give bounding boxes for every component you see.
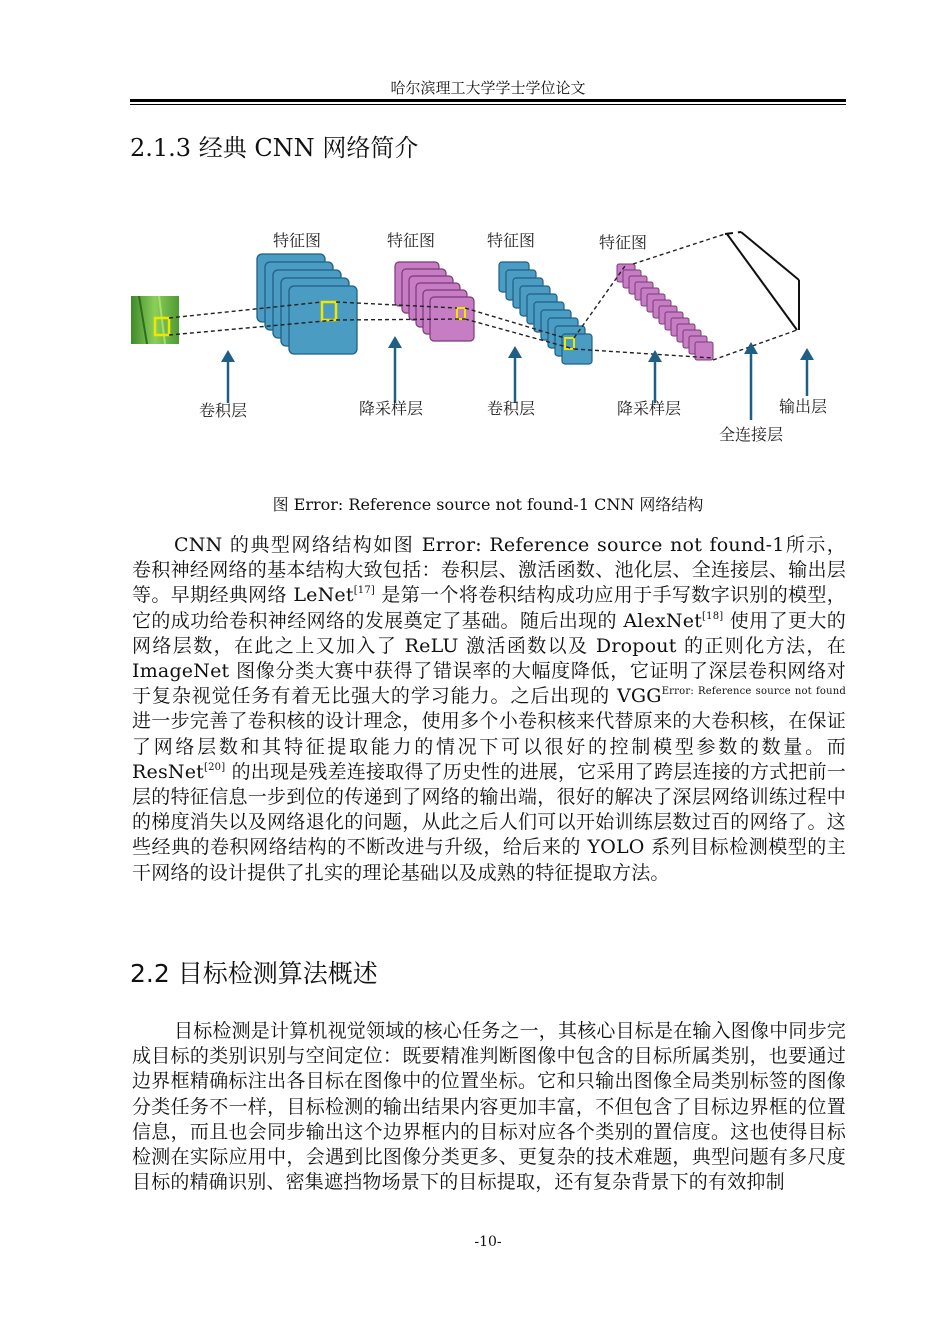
cnn-architecture-diagram (125, 220, 845, 460)
paragraph-cnn-history (132, 533, 846, 886)
feature-maps-conv2 (499, 262, 592, 364)
para1-text-3: 使用了更大的网络层数，在此之上又加入了 ReLU 激活函数以及 Dropout 的正则化方法，在 ImageNet 图像分类大赛中获得了错误率的大幅度降低，它证明了深层卷积网络对于复杂视觉任务有着无比强大的学习能力。之后出现的 VGG (132, 609, 846, 708)
label-feature-map-4: 特征图 (599, 233, 648, 252)
section-2-2-heading: 2.2 目标检测算法概述 (130, 959, 378, 988)
section-2-1-3-heading: 2.1.3 经典 CNN 网络简介 (130, 134, 419, 162)
label-conv-1: 卷积层 (199, 401, 248, 420)
header-rule-thick (130, 99, 846, 102)
para2-text: 目标检测是计算机视觉领域的核心任务之一，其核心目标是在输入图像中同步完成目标的类别识别与空间定位：既要精准判断图像中包含的目标所属类别，也要通过边界框精确标注出各目标在图像中的位置坐标。它和只输出图像全局类别标签的图像分类任务不一样，目标检测的输出结果内容更加丰富，不但包含了目标边界框的位置信息，而且也会同步输出这个边界框内的目标对应各个类别的置信度。这也使得目标检测在实际应用中，会遇到比图像分类更多、更复杂的技术难题，典型问题有多尺度目标的精确识别、密集遮挡物场景下的目标提取，还有复杂背景下的有效抑制 (132, 1020, 847, 1194)
feature-maps-pool1 (395, 262, 474, 341)
label-output: 输出层 (779, 397, 828, 416)
label-feature-map-3: 特征图 (487, 231, 536, 250)
cnn-architecture-figure (125, 220, 845, 460)
citation-17: [17] (353, 585, 376, 597)
label-conv-2: 卷积层 (487, 399, 536, 418)
citation-18: [18] (702, 610, 724, 622)
paragraph-object-detection (132, 1019, 846, 1195)
para1-text-4: 进一步完善了卷积核的设计理念，使用多个小卷积核来代替原来的大卷积核，在保证了网络层数和其特征提取能力的情况下可以很好的控制模型参数的数量。而 ResNet (132, 710, 846, 783)
citation-vgg: Error: Reference source not found (661, 686, 847, 698)
running-header: 哈尔滨理工大学学士学位论文 (390, 79, 586, 97)
label-pool-1: 降采样层 (359, 399, 424, 418)
fully-connected-layer (725, 232, 797, 330)
page-number: -10- (474, 1234, 502, 1250)
header-rule-thin (130, 104, 846, 105)
label-feature-map-2: 特征图 (387, 231, 436, 250)
para1-text-1: CNN 的典型网络结构如图 Error: Reference source not found-1所示， 卷积神经网络的基本结构大致包括：卷积层、激活函数、池化层、全连接层、输出层等。早期经典网络 LeNet (132, 534, 846, 607)
label-pool-2: 降采样层 (617, 399, 682, 418)
output-layer (741, 232, 799, 330)
feature-maps-pool2 (617, 264, 713, 360)
label-feature-map-1: 特征图 (273, 231, 322, 250)
label-fully-connected: 全连接层 (719, 425, 784, 444)
citation-20: [20] (204, 761, 226, 773)
feature-maps-conv1 (257, 254, 357, 354)
para1-text-5: 的出现是残差连接取得了历史性的进展，它采用了跨层连接的方式把前一层的特征信息一步到位的传递到了网络的输出端，很好的解决了深层网络训练过程中的梯度消失以及网络退化的问题，从此之后人们可以开始训练层数过百的网络了。这些经典的卷积网络结构的不断改进与升级，给后来的 YOLO 系列目标检测模型的主干网络的设计提供了扎实的理论基础以及成熟的特征提取方法。 (132, 760, 846, 884)
para1-text-2: 是第一个将卷积结构成功应用于手写数字识别的模型，它的成功给卷积神经网络的发展奠定了基础。随后出现的 AlexNet (132, 584, 846, 632)
figure-caption: 图 Error: Reference source not found-1 CNN 网络结构 (272, 495, 704, 514)
